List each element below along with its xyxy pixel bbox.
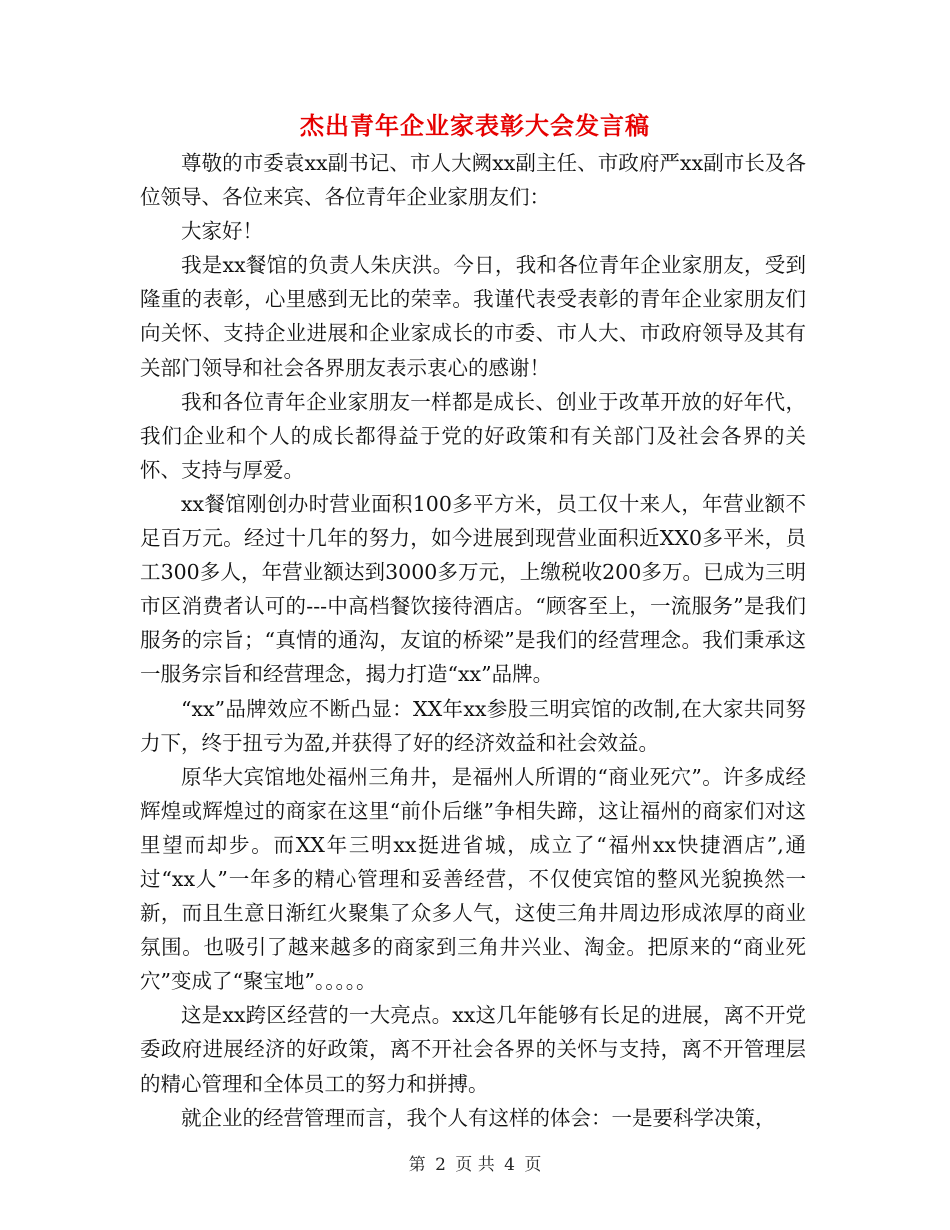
paragraph-salutation: 尊敬的市委袁xx副书记、市人大阙xx副主任、市政府严xx副市长及各位领导、各位来宾、各位青年企业家朋友们： — [140, 151, 806, 210]
paragraph-management: 就企业的经营管理而言，我个人有这样的体会：一是要科学决策， — [181, 1105, 776, 1130]
footer-suffix: 页 — [524, 1155, 542, 1175]
paragraph-brand-effect: “xx”品牌效应不断凸显：XX年xx参股三明宾馆的改制,在大家共同努力下，终于扭亏为盈,并获得了好的经济效益和社会效益。 — [140, 696, 806, 755]
footer-total-pages: 4 — [504, 1155, 515, 1175]
footer-middle: 页 共 — [455, 1155, 495, 1175]
paragraph-introduction: 我是xx餐馆的负责人朱庆洪。今日，我和各位青年企业家朋友，受到隆重的表彰，心里感到无比的荣幸。我谨代表受表彰的青年企业家朋友们向关怀、支持企业进展和企业家成长的市委、市人大、市政府领导及其有关部门领导和社会各界朋友表示衷心的感谢！ — [140, 253, 806, 380]
paragraph-highlight: 这是xx跨区经营的一大亮点。xx这几年能够有长足的进展，离不开党委政府进展经济的好政策，离不开社会各界的关怀与支持，离不开管理层的精心管理和全体员工的努力和拼搏。 — [140, 1003, 806, 1096]
footer-prefix: 第 — [408, 1155, 426, 1175]
footer-current-page: 2 — [435, 1155, 446, 1175]
paragraph-business-growth: xx餐馆刚创办时营业面积100多平方米，员工仅十来人，年营业额不足百万元。经过十几年的努力，如今进展到现营业面积近XX0多平米，员工300多人，年营业额达到3000多万元，上缴税收200多万。已成为三明市区消费者认可的---中高档餐饮接待酒店。“顾客至上，一流服务”是我们服务的宗旨；“真情的通沟，友谊的桥梁”是我们的经营理念。我们秉承这一服务宗旨和经营理念，揭力打造“xx”品牌。 — [140, 491, 806, 687]
document-body — [140, 146, 806, 1135]
document-title: 杰出青年企业家表彰大会发言稿 — [300, 111, 650, 140]
paragraph-greeting: 大家好！ — [181, 219, 263, 244]
page-footer — [0, 1153, 950, 1177]
paragraph-fuzhou-hotel: 原华大宾馆地处福州三角井，是福州人所谓的“商业死穴”。许多成经辉煌或辉煌过的商家在这里“前仆后继”争相失蹄，这让福州的商家们对这里望而却步。而XX年三明xx挺进省城，成立了“福州xx快捷酒店”,通过“xx人”一年多的精心管理和妥善经营，不仅使宾馆的整风光貌换然一新，而且生意日渐红火聚集了众多人气，这使三角井周边形成浓厚的商业氛围。也吸引了越来越多的商家到三角井兴业、淘金。把原来的“商业死穴”变成了“聚宝地”。。。。。 — [140, 764, 806, 994]
paragraph-background: 我和各位青年企业家朋友一样都是成长、创业于改革开放的好年代，我们企业和个人的成长都得益于党的好政策和有关部门及社会各界的关怀、支持与厚爱。 — [140, 389, 806, 482]
